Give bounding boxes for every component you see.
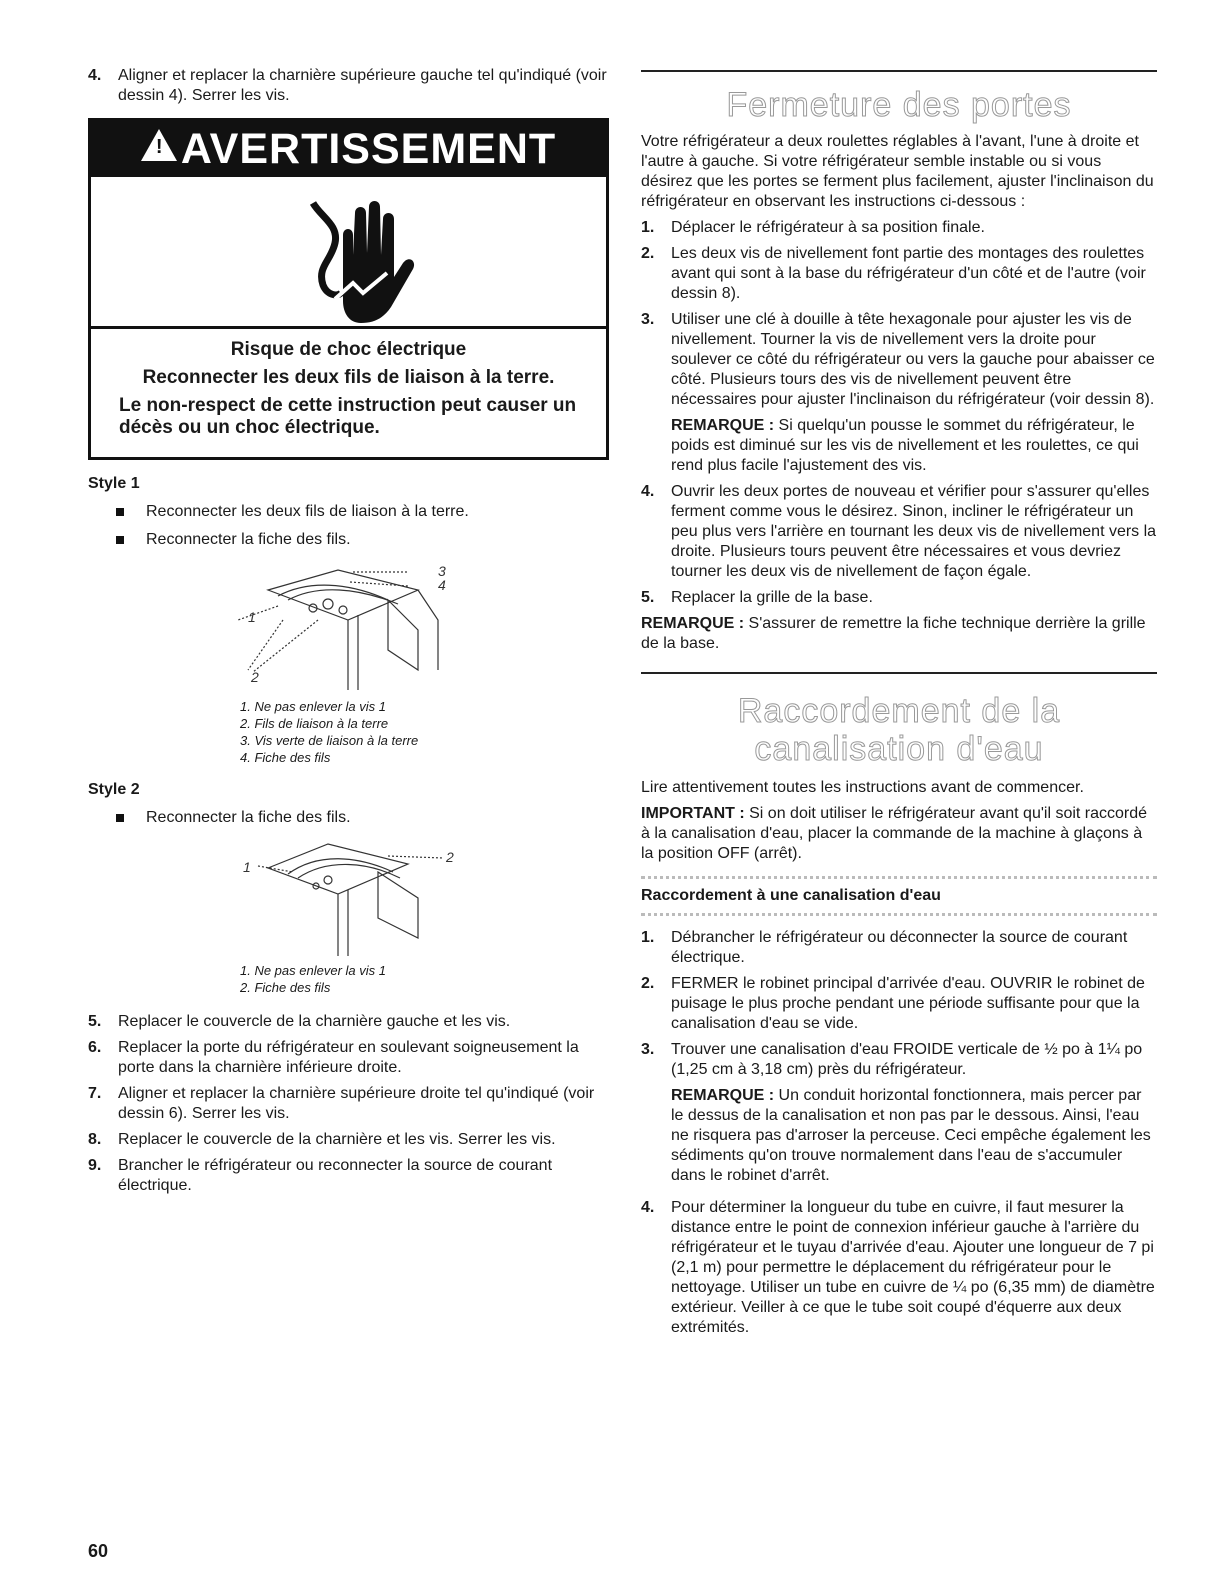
section-intro: Votre réfrigérateur a deux roulettes réglables à l'avant, l'une à droite et l'autre à gauche. Si votre réfrigérateur semble instable ou si vous désirez que les portes se ferment plus facilement, ajuster l'inclinaison du réfrigérateur en observant les instructions ci-dessous : [641,133,1154,210]
warning-body [91,329,606,457]
note-paragraph [671,1086,1157,1186]
list-item [641,218,1157,238]
note-label: REMARQUE : [671,417,775,434]
page-number: 60 [88,1541,109,1561]
callout-2: 2 [446,849,454,865]
section-title-fermeture: Fermeture des portes [726,86,1072,124]
callout-1: 1 [243,859,251,875]
list-item [641,588,1157,608]
note-label: REMARQUE : [641,615,745,632]
section-intro: Lire attentivement toutes les instructions avant de commencer. [641,779,1084,796]
warning-line-3: Le non-respect de cette instruction peut causer un décès ou un choc électrique. [119,395,577,438]
important-label: IMPORTANT : [641,805,745,822]
step-number: 8. [88,1131,102,1148]
bullet-icon [116,536,124,544]
hinge-wiring-illustration-2 [88,838,608,958]
step-4-left [88,66,608,106]
step-text: Déplacer le réfrigérateur à sa position finale. [671,219,985,236]
callout-2: 2 [251,669,259,685]
step-number: 1. [641,929,655,946]
caption-line: 2. Fiche des fils [240,980,331,995]
list-item [116,808,608,828]
list-item [641,928,1157,968]
step-text: Pour déterminer la longueur du tube en cuivre, il faut mesurer la distance entre le point de connexion inférieur gauche à l'arrière du réfrigérateur et le tuyau d'arrivée d'eau. Ajouter une longueur de 7 pi (2,1 m) pour permettre le déplacement du réfrigérateur pour le nettoyage. Utiliser un tube en cuivre de ¼ po (6,35 mm) de diamètre extérieur. Veiller à ce que le tube soit coupé d'équerre aux deux extrémités. [671,1199,1155,1336]
warning-line-1: Risque de choc électrique [230,339,467,360]
step-text: Utiliser une clé à douille à tête hexagonale pour ajuster les vis de nivellement. Tourner la vis de nivellement vers la droite pour soulever ce côté du réfrigérateur ou vers la gauche pour abaisser ce côté. Plusieurs tours des vis de nivellement peuvent être nécessaires pour ajuster l'inclinaison du réfrigérateur (voir dessin 8). [671,311,1155,408]
step-number: 5. [88,1013,102,1030]
warning-line-2: Reconnecter les deux fils de liaison à la terre. [142,367,555,388]
caption-line: 3. Vis verte de liaison à la terre [240,733,419,748]
list-item [641,974,1157,1034]
step-text: Replacer le couvercle de la charnière gauche et les vis. [118,1013,511,1030]
step-number: 6. [88,1039,102,1056]
electric-shock-hand-icon [91,177,606,329]
list-item [641,482,1157,582]
step-text: Replacer la grille de la base. [671,589,873,606]
important-text: Si on doit utiliser le réfrigérateur avant qu'il soit raccordé à la canalisation d'eau, placer la commande de la machine à glaçons à la position OFF (arrêt). [641,805,1148,862]
callout-3: 3 [438,563,446,579]
subsection-heading: Raccordement à une canalisation d'eau [641,876,1157,916]
warning-triangle-icon: ! [141,129,177,161]
step-text: Replacer le couvercle de la charnière et les vis. Serrer les vis. [118,1131,556,1148]
step-number: 7. [88,1085,102,1102]
step-number: 4. [641,483,655,500]
step-text: Replacer la porte du réfrigérateur en soulevant soigneusement la porte dans la charnière inférieure droite. [118,1039,579,1076]
step-number: 1. [641,219,655,236]
caption-line: 1. Ne pas enlever la vis 1 [240,699,386,714]
caption-line: 1. Ne pas enlever la vis 1 [240,963,386,978]
step-text: Aligner et replacer la charnière supérieure gauche tel qu'indiqué (voir dessin 4). Serrer les vis. [118,67,607,104]
style-1-figure [88,560,608,692]
title-line-1: Raccordement de la [737,692,1061,730]
bullet-text: Reconnecter les deux fils de liaison à la terre. [146,503,469,520]
final-note [641,614,1157,654]
note-paragraph [671,416,1157,476]
step-text: Aligner et replacer la charnière supérieure droite tel qu'indiqué (voir dessin 6). Serrer les vis. [118,1085,595,1122]
right-column [641,70,1157,1344]
list-item [641,244,1157,304]
step-9-left [88,1156,608,1196]
warning-box [88,118,609,460]
hinge-wiring-illustration-1 [88,560,608,692]
step-text: Brancher le réfrigérateur ou reconnecter la source de courant électrique. [118,1157,553,1194]
section-divider [641,672,1157,674]
section-divider [641,70,1157,72]
bullet-text: Reconnecter la fiche des fils. [146,531,351,548]
step-6-left [88,1038,608,1078]
bullet-text: Reconnecter la fiche des fils. [146,809,351,826]
callout-1: 1 [248,609,256,625]
warning-header [91,121,606,177]
list-item [641,310,1157,410]
list-item [116,530,608,550]
note-label: REMARQUE : [671,1087,775,1104]
bullet-icon [116,814,124,822]
step-text: Débrancher le réfrigérateur ou déconnecter la source de courant électrique. [671,929,1128,966]
step-5-left [88,1012,608,1032]
style-2-heading: Style 2 [88,781,140,798]
list-item [641,1198,1157,1338]
callout-4: 4 [438,577,446,593]
list-item [641,1040,1157,1080]
step-8-left [88,1130,608,1150]
note-text: Si quelqu'un pousse le sommet du réfrigérateur, le poids est diminué sur les vis de nivellement et les roulettes, ce qui rend plus facile l'ajustement des vis. [671,417,1139,474]
caption-line: 2. Fils de liaison à la terre [240,716,389,731]
step-text: Ouvrir les deux portes de nouveau et vérifier pour s'assurer qu'elles ferment comme vous le désirez. Sinon, incliner le réfrigérateur un peu plus vers l'arrière en tournant les deux vis de nivellement vers la droite. Plusieurs tours peuvent être nécessaires et vous devriez tourner les deux vis de nivellement de façon égale. [671,483,1157,580]
step-number: 2. [641,245,655,262]
step-number: 3. [641,311,655,328]
note-text: S'assurer de remettre la fiche technique derrière la grille de la base. [641,615,1146,652]
bullet-icon [116,508,124,516]
step-number: 9. [88,1157,102,1174]
step-text: Les deux vis de nivellement font partie des montages des roulettes avant qui sont à la base du réfrigérateur d'un côté et de l'autre (voir dessin 8). [671,245,1146,302]
step-text: Trouver une canalisation d'eau FROIDE verticale de ½ po à 1¼ po (1,25 cm à 3,18 cm) près du réfrigérateur. [671,1041,1143,1078]
note-text: Un conduit horizontal fonctionnera, mais percer par le dessus de la canalisation et non pas par le dessous. Ainsi, l'eau ne risquera pas d'arroser la perceuse. Ceci empêche également les sédiments qu'on trouve normalement dans l'eau de s'accumuler dans le robinet d'arrêt. [671,1087,1151,1184]
caption-line: 4. Fiche des fils [240,750,331,765]
step-number: 2. [641,975,655,992]
step-number: 3. [641,1041,655,1058]
style-1-heading: Style 1 [88,475,140,492]
step-number: 5. [641,589,655,606]
important-note [641,804,1157,864]
step-7-left [88,1084,608,1124]
step-text: FERMER le robinet principal d'arrivée d'eau. OUVRIR le robinet de puisage le plus proche pendant une période suffisante pour que la canalisation d'eau se vide. [671,975,1145,1032]
step-number: 4. [88,67,102,84]
list-item [116,502,608,522]
title-line-2: canalisation d'eau [754,730,1044,768]
step-number: 4. [641,1199,655,1216]
section-title-raccordement [641,692,1157,768]
left-column [88,66,608,1202]
warning-title: AVERTISSEMENT [180,125,557,173]
style-2-figure [88,838,608,958]
